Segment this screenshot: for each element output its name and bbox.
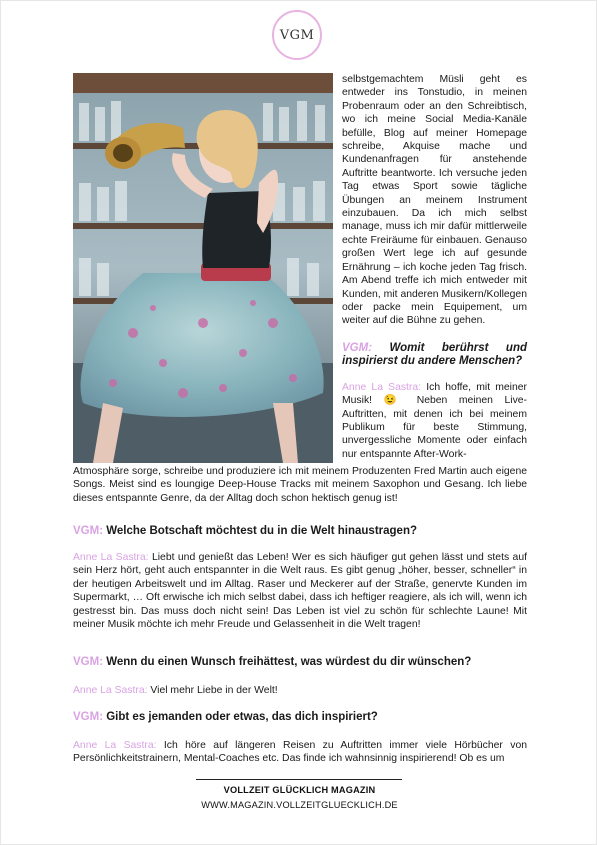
right-text-column (342, 73, 527, 461)
question-2-text: Welche Botschaft möchtest du in die Welt hinaustragen? (106, 525, 417, 537)
question-4-label: VGM: (73, 711, 104, 723)
answer-1-continuation: Atmosphäre sorge, schreibe und produziere ich mit meinem Produzenten Fred Martin auch eigene Songs. Meist sind es loungige Deep-House Tracks mit meinem Saxophon und Gesang. Ich liebe dieses entspannte Genre, da der Alltag doch schon hektisch genug ist! (73, 466, 527, 504)
paragraph-daily-routine: selbstgemachtem Müsli geht es entweder ins Tonstudio, in meinen Probenraum oder an den Schreibtisch, wo ich meine Social Media-Kanäle befülle, Blog auf meiner Homepage schreibe, Akquise mache und Kundenanfragen für anstehende Auftritte beantworte. Ich versuche jeden Tag etwas Sport sowie tägliche Übungen an meinem Instrument einzubauen. Da ich mich selbst manage, muss ich mir dafür mittlerweile echte Freiräume für einbauen. Genauso großen Wert lege ich auf gesunde Ernährung – ich koche jeden Tag frisch. Am Abend treffe ich mich entweder mit Kunden, mit anderen Musikern/Kollegen oder packe mein Equipement, um weiter auf die Bühne zu gehen. (342, 74, 527, 327)
answer-4 (73, 739, 527, 766)
question-2-label: VGM: (73, 525, 104, 537)
question-2 (73, 525, 527, 537)
answer-2-text: Liebt und genießt das Leben! Wer es sich häufiger gut gehen lässt und stets auf sein Herz hört, geht auch entspannter in die Welt raus. Es gibt genug „höher, besser, schneller“ in der heutigen Arbeitswelt und im Alltag. Raser und Meckerer auf der Straße, genervte Kunden im Supermarkt, … Oft erwische ich mich selbst dabei, dass ich heftiger reagiere, als ich will, wenn ich gestresst bin. Das muss doch nicht sein! Das Leben ist viel zu schön für schlechte Laune! Mit meiner Musik möchte ich mehr Freude und Gelassenheit in die Welt tragen! (73, 552, 528, 631)
answer-3-text: Viel mehr Liebe in der Welt! (150, 685, 278, 696)
question-3-label: VGM: (73, 656, 104, 668)
answer-4-name: Anne La Sastra: (73, 740, 157, 751)
question-3 (73, 656, 527, 668)
footer-divider (196, 779, 402, 780)
answer-3 (73, 684, 527, 697)
answer-1-rest: Neben meinen Live-Auftritten, mit denen ich bei meinem Publikum für beste Stimmung, unvergessliche Momente oder einfach nur entspannte After-Work- (342, 395, 528, 460)
footer-url: WWW.MAGAZIN.VOLLZEITGLUECKLICH.DE (201, 800, 398, 810)
article-photo (73, 73, 333, 463)
answer-2-name: Anne La Sastra: (73, 552, 149, 563)
answer-4-text: Ich höre auf längeren Reisen zu Auftritten immer viele Hörbücher von Persönlichkeitstrainern, Mental-Coaches etc. Das finde ich wahnsinnig inspirierend! Ob es um (73, 740, 528, 765)
answer-1 (342, 381, 527, 461)
question-4-text: Gibt es jemanden oder etwas, das dich inspiriert? (106, 711, 378, 723)
wink-emoji-icon: 😉 (383, 395, 406, 407)
question-1-label: VGM: (342, 341, 373, 354)
logo-text: VGM (279, 27, 315, 43)
answer-3-name: Anne La Sastra: (73, 685, 148, 696)
question-1 (342, 342, 527, 369)
answer-1-name: Anne La Sastra: (342, 381, 422, 393)
vgm-logo (272, 10, 322, 60)
footer-title: VOLLZEIT GLÜCKLICH MAGAZIN (223, 785, 376, 795)
answer-1-start: Ich hoffe, mit meiner Musik! (342, 381, 527, 407)
answer-2 (73, 551, 527, 631)
question-3-text: Wenn du einen Wunsch freihättest, was würdest du dir wünschen? (106, 656, 472, 668)
saxophonist-photo-illustration (73, 73, 333, 463)
question-1-text: Womit berührst und inspirierst du andere Menschen? (342, 341, 528, 368)
question-4 (73, 711, 527, 723)
